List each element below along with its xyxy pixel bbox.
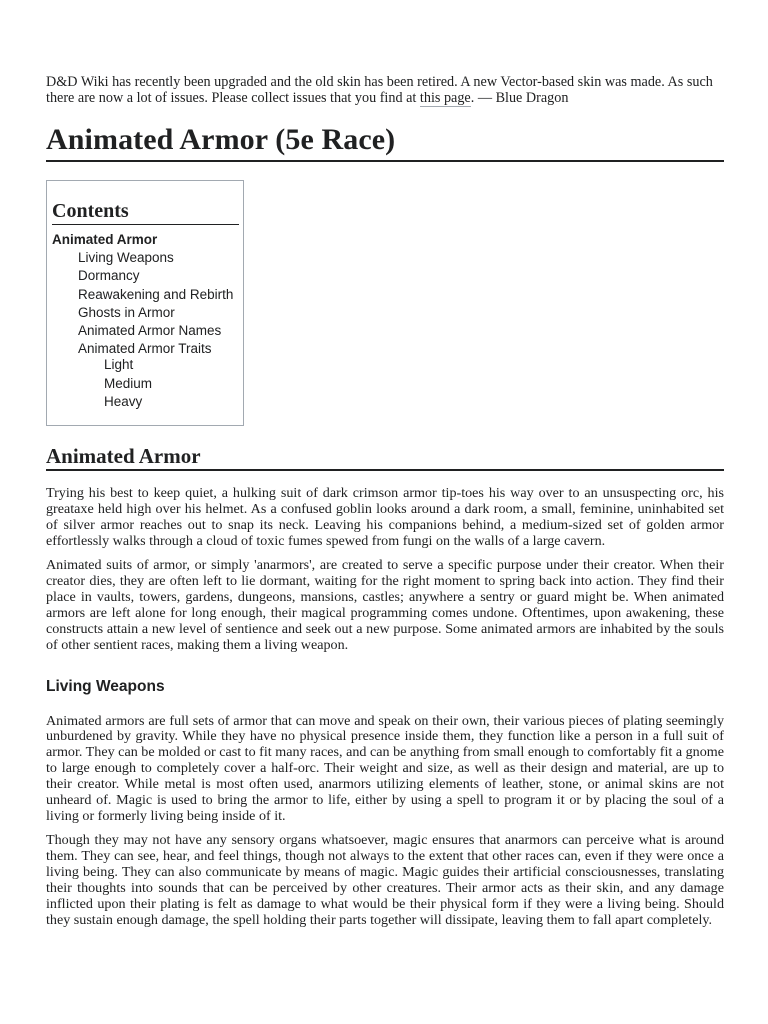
table-of-contents bbox=[46, 180, 244, 426]
page-title: Animated Armor (5e Race) bbox=[46, 123, 724, 162]
section-heading-animated-armor: Animated Armor bbox=[46, 444, 724, 471]
toc-link-traits[interactable]: Animated Armor Traits bbox=[78, 341, 212, 357]
toc-link-names[interactable]: Animated Armor Names bbox=[78, 323, 222, 339]
toc-link-light[interactable]: Light bbox=[104, 357, 134, 373]
toc-item-heavy bbox=[78, 393, 239, 411]
paragraph: Trying his best to keep quiet, a hulking suit of dark crimson armor tip-toes his way over to an unsuspecting orc, his greataxe held high over his helmet. As a confused goblin looks around a dark room, a small, feminine, uninhabited set of silver armor reaches out to snap its neck. Leaving his companions behind, a medium-sized set of golden armor effortlessly walks through a cloud of toxic fumes spewed from fungi on the walls of a large cavern. bbox=[46, 485, 724, 549]
site-notice bbox=[46, 74, 724, 106]
toc-link-living-weapons[interactable]: Living Weapons bbox=[78, 250, 174, 266]
page-content bbox=[46, 74, 724, 929]
toc-item-animated-armor bbox=[52, 231, 239, 411]
toc-link-ghosts[interactable]: Ghosts in Armor bbox=[78, 304, 175, 320]
toc-item-light bbox=[78, 356, 239, 374]
toc-link-heavy[interactable]: Heavy bbox=[104, 393, 143, 409]
section-heading-living-weapons: Living Weapons bbox=[46, 677, 165, 695]
toc-item-names bbox=[52, 322, 239, 340]
toc-list bbox=[52, 231, 239, 411]
site-notice-link[interactable]: this page bbox=[419, 90, 471, 106]
toc-item-ghosts bbox=[52, 304, 239, 322]
toc-subsublist bbox=[78, 356, 239, 411]
site-notice-signature: . — Blue Dragon bbox=[470, 90, 569, 106]
toc-item-dormancy bbox=[52, 267, 239, 285]
toc-item-reawakening bbox=[52, 286, 239, 304]
toc-title: Contents bbox=[52, 199, 239, 225]
toc-link-dormancy[interactable]: Dormancy bbox=[78, 268, 140, 284]
toc-sublist bbox=[52, 249, 239, 411]
toc-link-animated-armor[interactable]: Animated Armor bbox=[52, 232, 158, 247]
paragraph: Though they may not have any sensory organs whatsoever, magic ensures that anarmors can perceive what is around them. They can see, hear, and feel things, though not always to the extent that other races can, even if they were once a living being. They can also communicate by means of magic. Magic guides their artificial consciousnesses, translating their thoughts into sounds that can be perceived by other creatures. Their armor acts as their skin, and any damage inflicted upon their plating is felt as damage to what would be their physical form if they were a living being. Should they sustain enough damage, the spell holding their parts together will dissipate, leaving them to fall apart completely. bbox=[46, 832, 724, 928]
toc-item-traits bbox=[52, 340, 239, 411]
toc-link-reawakening[interactable]: Reawakening and Rebirth bbox=[78, 286, 234, 302]
site-notice-text: D&D Wiki has recently been upgraded and the old skin has been retired. A new Vector-based skin was made. As such there are now a lot of issues. Please collect issues that you find at bbox=[46, 74, 713, 106]
toc-link-medium[interactable]: Medium bbox=[104, 375, 153, 391]
toc-item-medium bbox=[78, 375, 239, 393]
paragraph: Animated suits of armor, or simply 'anarmors', are created to serve a specific purpose under their creator. When their creator dies, they are often left to lie dormant, waiting for the right moment to spring back into action. They find their place in vaults, towers, gardens, dungeons, mansions, castles; anywhere a sentry or guard might be. When animated armors are left alone for long enough, their magical programming comes undone. Oftentimes, upon awakening, these constructs attain a new level of sentience and seek out a new purpose. Some animated armors are inhabited by the souls of other sentient races, making them a living weapon. bbox=[46, 556, 724, 653]
toc-item-living-weapons bbox=[52, 249, 239, 267]
paragraph: Animated armors are full sets of armor that can move and speak on their own, their various pieces of plating seemingly unburdened by gravity. While they have no physical presence inside them, they function like a person in a full suit of armor. They can be molded or cast to fit many races, and can be anything from small enough to comfortably fit a gnome to large enough to completely cover a half-orc. Their weight and size, as well as their design and material, are up to their creator. While metal is most often used, anarmors utilizing elements of leather, stone, or animal skins are not unheard of. Magic is used to bring the armor to life, either by using a spell to program it or by placing the soul of a living or formerly living being inside of it. bbox=[46, 712, 724, 825]
